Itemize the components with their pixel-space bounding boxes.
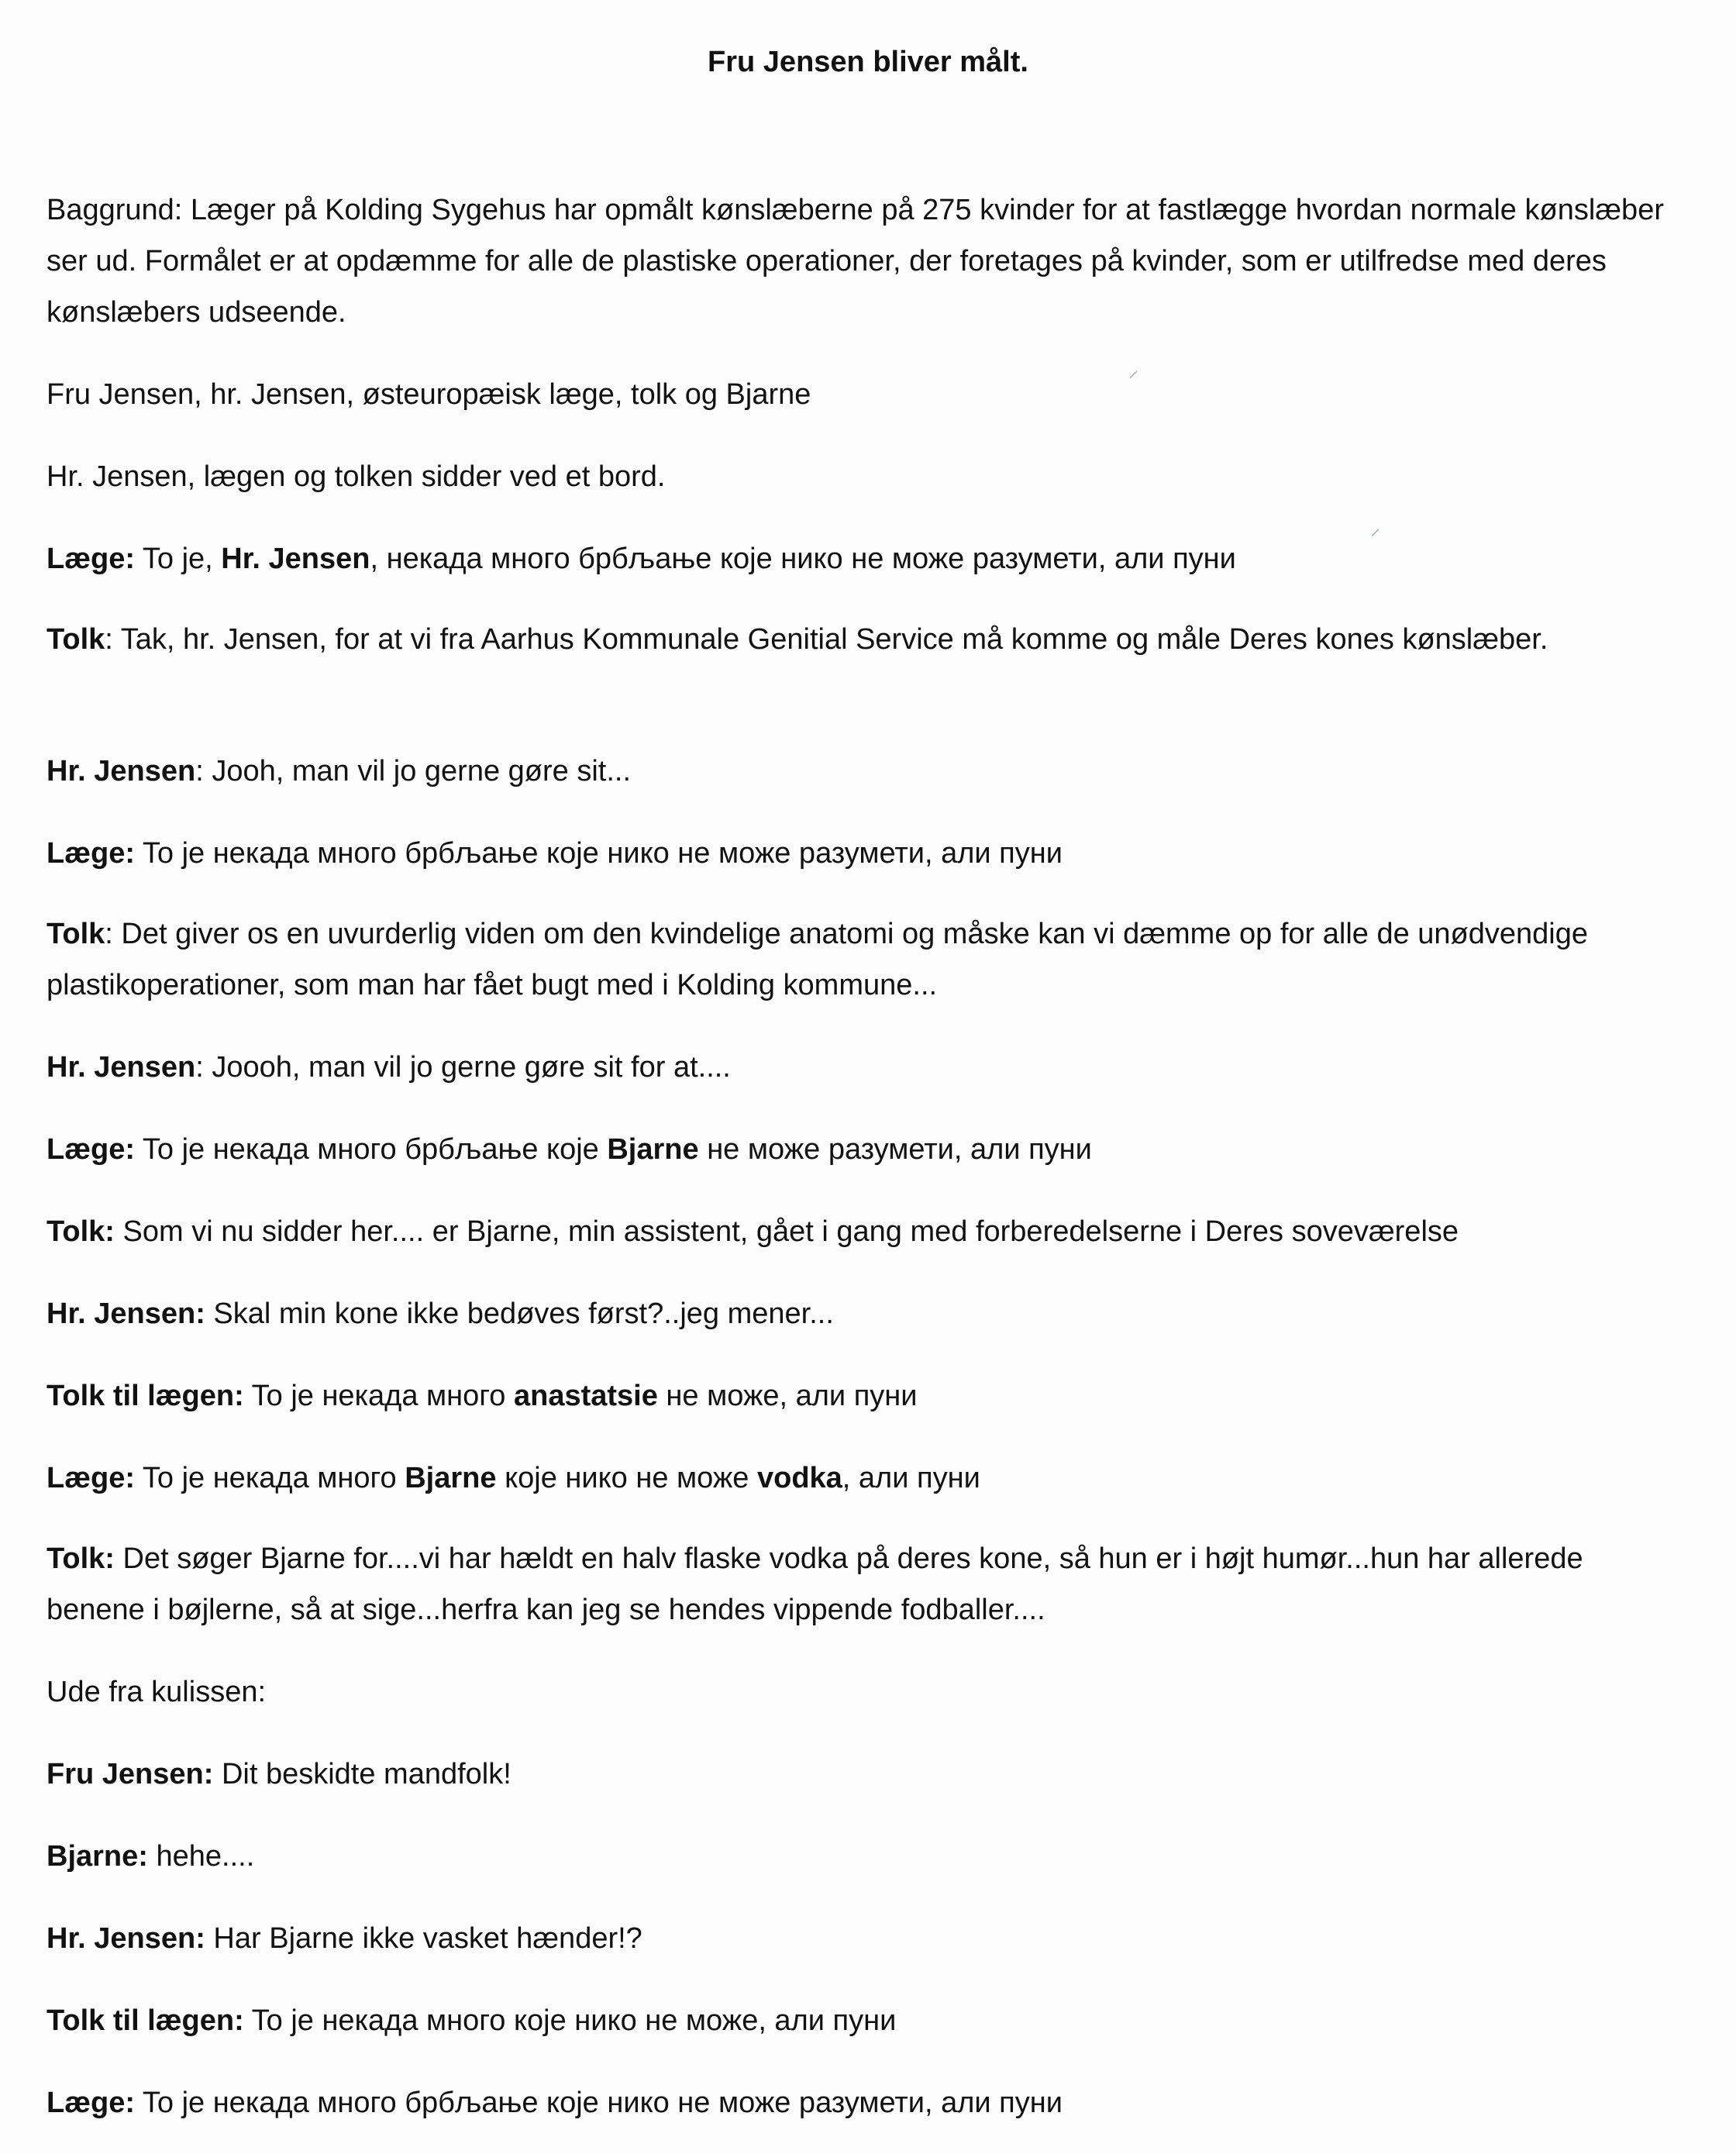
paragraph-text: Det søger Bjarne for....vi har hældt en halv flaske vodka på deres kone, så hun er i højt humør...hun har allerede benene i bøjlerne, så at sige...herfra kan jeg se hendes vippende fodballer.... bbox=[46, 1542, 1583, 1626]
speaker-label: Læge: bbox=[46, 2087, 135, 2119]
speaker-label: Tolk: bbox=[46, 1542, 115, 1575]
paragraph bbox=[46, 746, 1682, 797]
speaker-label: anastatsie bbox=[513, 1380, 658, 1412]
speaker-label: Læge: bbox=[46, 1462, 135, 1494]
paragraph bbox=[46, 1533, 1682, 1635]
speaker-label: Tolk: bbox=[46, 1215, 115, 1248]
paragraph bbox=[46, 828, 1682, 879]
paragraph-text: To je некада много bbox=[135, 1462, 405, 1494]
document-title: Fru Jensen bliver målt. bbox=[708, 46, 1028, 78]
speaker-label: vodka bbox=[756, 1462, 842, 1494]
paragraph bbox=[46, 184, 1682, 338]
paragraph bbox=[46, 451, 1682, 502]
speaker-label: Fru Jensen: bbox=[46, 1758, 214, 1790]
paragraph-text: Fru Jensen, hr. Jensen, østeuropæisk læge, tolk og Bjarne bbox=[46, 378, 811, 411]
paragraph-text: Ude fra kulissen: bbox=[46, 1676, 267, 1708]
paragraph bbox=[46, 614, 1682, 665]
speaker-label: Læge: bbox=[46, 543, 135, 575]
speaker-label: Hr. Jensen bbox=[46, 755, 196, 788]
paragraph-text: Hr. Jensen, lægen og tolken sidder ved et bord. bbox=[46, 460, 666, 493]
paragraph-text: Baggrund: Læger på Kolding Sygehus har opmålt kønslæberne på 275 kvinder for at fastlægge hvordan normale kønslæber ser ud. Formålet er at opdæmme for alle de plastiske operationer, der foretages på kvinder, som er utilfredse med deres kønslæbers udseende. bbox=[46, 194, 1664, 329]
paragraph bbox=[46, 369, 1682, 420]
paragraph-text: : Jooh, man vil jo gerne gøre sit... bbox=[195, 755, 632, 788]
speaker-label: Tolk til lægen: bbox=[46, 1380, 244, 1412]
paragraph-text: Som vi nu sidder her.... er Bjarne, min assistent, gået i gang med forberedelserne i Deres soveværelse bbox=[114, 1215, 1459, 1248]
paragraph bbox=[46, 2077, 1682, 2128]
paragraph bbox=[46, 1042, 1682, 1093]
speaker-label: Tolk bbox=[46, 918, 105, 950]
speaker-label: Bjarne bbox=[607, 1133, 699, 1166]
paragraph-text: hehe.... bbox=[147, 1840, 255, 1873]
speaker-label: Hr. Jensen: bbox=[46, 1922, 205, 1955]
paragraph-text: : Det giver os en uvurderlig viden om den kvindelige anatomi og måske kan vi dæmme op for alle de unødvendige plastikoperationer, som man har fået bugt med i Kolding kommune... bbox=[46, 918, 1589, 1001]
paragraph bbox=[46, 1206, 1682, 1257]
paragraph-text: не може, али пуни bbox=[657, 1380, 918, 1412]
speaker-label: Hr. Jensen bbox=[46, 1051, 196, 1084]
paragraph-text: , некада много брбљање које нико не може разумети, али пуни bbox=[370, 543, 1236, 575]
paragraph bbox=[46, 1370, 1682, 1422]
speaker-label: Læge: bbox=[46, 1133, 135, 1166]
paragraph bbox=[46, 1288, 1682, 1339]
speaker-label: Tolk til lægen: bbox=[46, 2004, 244, 2037]
paragraph bbox=[46, 1453, 1682, 1504]
paragraph bbox=[46, 908, 1682, 1011]
paragraph-text: To je, bbox=[135, 543, 222, 575]
paragraph bbox=[46, 533, 1682, 584]
speaker-label: Tolk bbox=[46, 623, 105, 656]
speaker-label: Bjarne: bbox=[46, 1840, 148, 1873]
paragraph bbox=[46, 1831, 1682, 1882]
paragraph-text: , али пуни bbox=[842, 1462, 980, 1494]
paragraph bbox=[46, 1124, 1682, 1175]
paragraph-text: Skal min kone ikke bedøves først?..jeg mener... bbox=[205, 1298, 834, 1330]
paragraph-text: Har Bjarne ikke vasket hænder!? bbox=[205, 1922, 642, 1955]
scan-mark-icon: ⸝ bbox=[1128, 358, 1139, 381]
speaker-label: Hr. Jensen: bbox=[46, 1298, 205, 1330]
paragraph-text: To je некада много брбљање које нико не може разумети, али пуни bbox=[135, 2087, 1063, 2119]
paragraph-text: To je некада много брбљање које нико не може разумети, али пуни bbox=[135, 837, 1063, 870]
speaker-label: Læge: bbox=[46, 837, 135, 870]
paragraph-text: : Joooh, man vil jo gerne gøre sit for at.... bbox=[195, 1051, 731, 1084]
paragraph-text: : Tak, hr. Jensen, for at vi fra Aarhus Kommunale Genitial Service må komme og måle Deres kones kønslæber. bbox=[105, 623, 1548, 656]
paragraph-text: не може разумети, али пуни bbox=[698, 1133, 1092, 1166]
speaker-label: Hr. Jensen bbox=[221, 543, 370, 575]
paragraph-text: To je некада много које нико не може, али пуни bbox=[243, 2004, 897, 2037]
speaker-label: Bjarne bbox=[405, 1462, 497, 1494]
paragraph bbox=[46, 1995, 1682, 2046]
paragraph-text: Dit beskidte mandfolk! bbox=[213, 1758, 512, 1790]
paragraph-text: To je некада много bbox=[243, 1380, 514, 1412]
paragraph bbox=[46, 1749, 1682, 1800]
paragraph bbox=[46, 1913, 1682, 1964]
paragraph-text: које нико не може bbox=[496, 1462, 757, 1494]
paragraph bbox=[46, 1666, 1682, 1718]
scan-mark-icon: ⸝ bbox=[1370, 516, 1381, 539]
paragraph-text: To je некада много брбљање које bbox=[135, 1133, 608, 1166]
